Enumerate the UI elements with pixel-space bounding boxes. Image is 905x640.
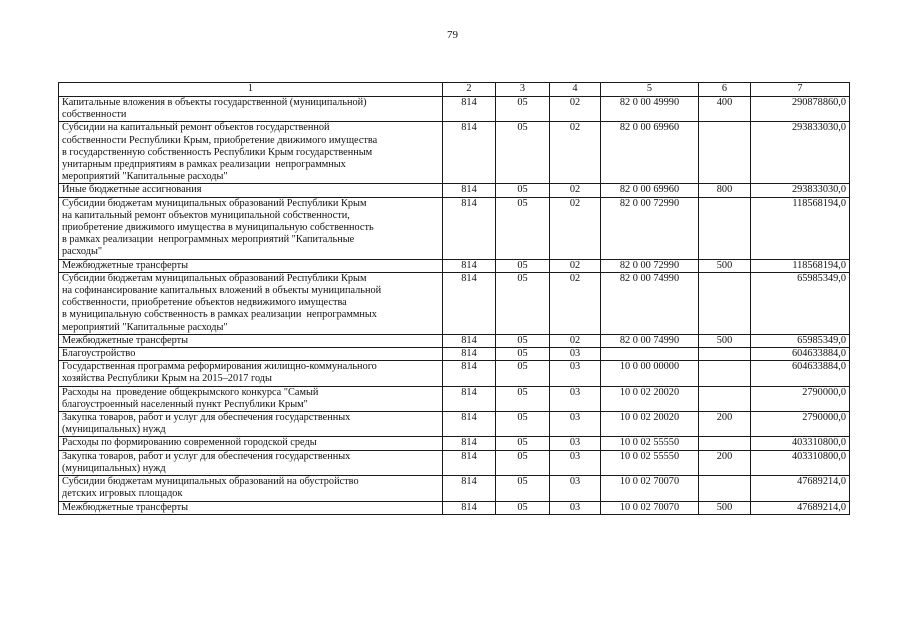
table-row (59, 348, 850, 361)
row-amount: 293833030,0 (751, 184, 850, 197)
row-expense-type (699, 361, 751, 386)
row-section-code: 05 (496, 259, 550, 272)
row-description-text: Межбюджетные трансферты (62, 259, 189, 271)
row-target-article: 82 0 00 74990 (601, 272, 699, 334)
row-description (59, 476, 443, 501)
row-description-text: Иные бюджетные ассигнования (62, 184, 202, 196)
row-expense-type: 400 (699, 97, 751, 122)
row-admin-code: 814 (443, 334, 496, 347)
table-row (59, 184, 850, 197)
row-target-article: 10 0 02 55550 (601, 450, 699, 475)
header-cell: 3 (496, 83, 550, 97)
row-target-article: 82 0 00 72990 (601, 197, 699, 259)
table-row (59, 122, 850, 184)
row-description (59, 259, 443, 272)
row-subsection-code: 02 (550, 97, 601, 122)
row-admin-code: 814 (443, 122, 496, 184)
table-row (59, 197, 850, 259)
row-admin-code: 814 (443, 272, 496, 334)
header-cell: 5 (601, 83, 699, 97)
row-subsection-code: 03 (550, 450, 601, 475)
row-amount: 2790000,0 (751, 412, 850, 437)
row-section-code: 05 (496, 272, 550, 334)
header-row (59, 83, 850, 97)
row-section-code: 05 (496, 197, 550, 259)
row-subsection-code: 02 (550, 122, 601, 184)
row-admin-code: 814 (443, 501, 496, 514)
row-description (59, 412, 443, 437)
row-expense-type (699, 197, 751, 259)
row-subsection-code: 02 (550, 272, 601, 334)
row-amount: 604633884,0 (751, 361, 850, 386)
header-cell: 1 (59, 83, 443, 97)
row-description (59, 450, 443, 475)
row-description-text: Межбюджетные трансферты (62, 501, 189, 513)
row-expense-type (699, 272, 751, 334)
row-section-code: 05 (496, 501, 550, 514)
row-description-text: Субсидии бюджетам муниципальных образований Республики Крым на капитальный ремонт объектов муниципальной собственности, приобретение движимого имущества в муниципальную собственность в рамках реализации непрограммных мероприятий "Капитальные расходы" (62, 197, 374, 258)
row-description (59, 437, 443, 450)
row-description (59, 122, 443, 184)
row-amount: 293833030,0 (751, 122, 850, 184)
row-description-text: Благоустройство (62, 348, 136, 360)
row-description-text: Субсидии на капитальный ремонт объектов государственной собственности Республики Крым, приобретение движимого имущества в государственную собственность Республики Крым государственным унитарным предприятиям в рамках реализации непрограммных мероприятий "Капитальные расходы" (62, 122, 378, 183)
table-row (59, 361, 850, 386)
row-section-code: 05 (496, 476, 550, 501)
row-subsection-code: 02 (550, 259, 601, 272)
row-target-article: 10 0 02 55550 (601, 437, 699, 450)
row-description-text: Субсидии бюджетам муниципальных образований Республики Крым на софинансирование капитальных вложений в объекты муниципальной собственности, приобретение объектов недвижимого имущества в муниципальную собственность в рамках реализации непрограммных мероприятий "Капитальные расходы" (62, 272, 382, 333)
row-section-code: 05 (496, 334, 550, 347)
row-target-article: 82 0 00 69960 (601, 122, 699, 184)
row-expense-type: 500 (699, 259, 751, 272)
row-description-text: Закупка товаров, работ и услуг для обеспечения государственных (муниципальных) нужд (62, 450, 351, 474)
row-expense-type (699, 348, 751, 361)
row-description-text: Закупка товаров, работ и услуг для обеспечения государственных (муниципальных) нужд (62, 412, 351, 436)
row-subsection-code: 03 (550, 501, 601, 514)
row-subsection-code: 02 (550, 197, 601, 259)
row-description (59, 184, 443, 197)
row-admin-code: 814 (443, 476, 496, 501)
row-target-article: 10 0 02 20020 (601, 412, 699, 437)
row-section-code: 05 (496, 184, 550, 197)
row-section-code: 05 (496, 437, 550, 450)
row-target-article: 82 0 00 69960 (601, 184, 699, 197)
row-subsection-code: 02 (550, 334, 601, 347)
row-amount: 65985349,0 (751, 334, 850, 347)
row-subsection-code: 03 (550, 437, 601, 450)
header-cell: 7 (751, 83, 850, 97)
row-section-code: 05 (496, 361, 550, 386)
row-expense-type: 800 (699, 184, 751, 197)
row-description-text: Расходы по формированию современной городской среды (62, 437, 317, 449)
row-description (59, 97, 443, 122)
row-admin-code: 814 (443, 412, 496, 437)
row-target-article: 10 0 02 70070 (601, 476, 699, 501)
row-section-code: 05 (496, 348, 550, 361)
row-target-article (601, 348, 699, 361)
row-admin-code: 814 (443, 437, 496, 450)
row-subsection-code: 03 (550, 476, 601, 501)
row-target-article: 82 0 00 72990 (601, 259, 699, 272)
row-subsection-code: 03 (550, 348, 601, 361)
row-amount: 47689214,0 (751, 476, 850, 501)
row-expense-type: 500 (699, 334, 751, 347)
header-cell: 4 (550, 83, 601, 97)
row-section-code: 05 (496, 97, 550, 122)
row-target-article: 10 0 02 70070 (601, 501, 699, 514)
row-description-text: Субсидии бюджетам муниципальных образований на обустройство детских игровых площадок (62, 476, 359, 500)
row-amount: 604633884,0 (751, 348, 850, 361)
row-subsection-code: 03 (550, 412, 601, 437)
row-description (59, 386, 443, 411)
row-target-article: 82 0 00 74990 (601, 334, 699, 347)
row-subsection-code: 02 (550, 184, 601, 197)
row-target-article: 10 0 02 20020 (601, 386, 699, 411)
row-description (59, 501, 443, 514)
row-admin-code: 814 (443, 361, 496, 386)
row-section-code: 05 (496, 122, 550, 184)
row-expense-type: 200 (699, 450, 751, 475)
row-amount: 403310800,0 (751, 437, 850, 450)
row-admin-code: 814 (443, 184, 496, 197)
row-description-text: Государственная программа реформирования жилищно-коммунального хозяйства Республики Крым на 2015–2017 годы (62, 361, 377, 385)
row-admin-code: 814 (443, 386, 496, 411)
row-description-text: Межбюджетные трансферты (62, 334, 189, 346)
row-section-code: 05 (496, 386, 550, 411)
table-row (59, 334, 850, 347)
table-row (59, 272, 850, 334)
table-row (59, 412, 850, 437)
row-admin-code: 814 (443, 197, 496, 259)
row-amount: 118568194,0 (751, 197, 850, 259)
row-subsection-code: 03 (550, 361, 601, 386)
row-expense-type (699, 476, 751, 501)
table-row (59, 386, 850, 411)
header-cell: 2 (443, 83, 496, 97)
budget-table (58, 82, 850, 515)
row-admin-code: 814 (443, 348, 496, 361)
row-expense-type (699, 122, 751, 184)
row-description (59, 197, 443, 259)
row-expense-type (699, 437, 751, 450)
table-row (59, 259, 850, 272)
row-target-article: 82 0 00 49990 (601, 97, 699, 122)
row-expense-type (699, 386, 751, 411)
table-row (59, 437, 850, 450)
row-expense-type: 500 (699, 501, 751, 514)
page-number: 79 (447, 29, 458, 41)
row-description-text: Расходы на проведение общекрымского конкурса "Самый благоустроенный населенный пункт Республики Крым" (62, 386, 319, 410)
row-amount: 290878860,0 (751, 97, 850, 122)
row-expense-type: 200 (699, 412, 751, 437)
header-cell: 6 (699, 83, 751, 97)
table-row (59, 97, 850, 122)
table-row (59, 476, 850, 501)
row-description (59, 272, 443, 334)
row-description (59, 361, 443, 386)
row-admin-code: 814 (443, 259, 496, 272)
row-amount: 118568194,0 (751, 259, 850, 272)
row-subsection-code: 03 (550, 386, 601, 411)
row-section-code: 05 (496, 412, 550, 437)
row-section-code: 05 (496, 450, 550, 475)
table-row (59, 450, 850, 475)
row-target-article: 10 0 00 00000 (601, 361, 699, 386)
row-amount: 47689214,0 (751, 501, 850, 514)
row-amount: 65985349,0 (751, 272, 850, 334)
row-amount: 403310800,0 (751, 450, 850, 475)
row-admin-code: 814 (443, 450, 496, 475)
row-description (59, 348, 443, 361)
row-description-text: Капитальные вложения в объекты государственной (муниципальной) собственности (62, 97, 367, 121)
table-row (59, 501, 850, 514)
row-description (59, 334, 443, 347)
row-amount: 2790000,0 (751, 386, 850, 411)
row-admin-code: 814 (443, 97, 496, 122)
